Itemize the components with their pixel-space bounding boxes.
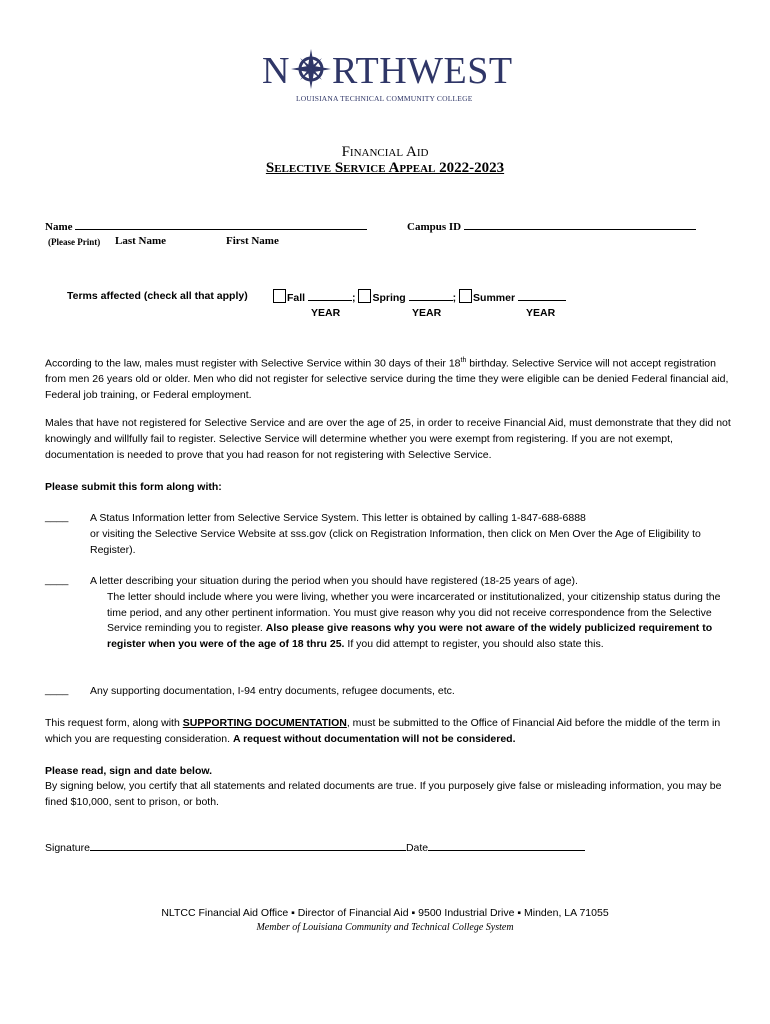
request-paragraph: This request form, along with SUPPORTING DOCUMENTATION, must be submitted to the Office of Financial Aid before the middle of the term in which you are requesting consideration. A request without documentation will not be considered.: [45, 717, 721, 745]
fall-year-line[interactable]: [308, 300, 352, 301]
summer-year-label: YEAR: [526, 307, 556, 319]
sign-heading: Please read, sign and date below.: [45, 765, 213, 777]
spring-year-label: YEAR: [412, 307, 442, 319]
compass-icon: [291, 49, 331, 89]
logo-subtitle: LOUISIANA TECHNICAL COMMUNITY COLLEGE: [296, 94, 473, 103]
males-paragraph: Males that have not registered for Selective Service and are over the age of 25, in order to receive Financial Aid, must demonstrate that they did not knowingly and willfully fail to register. Selective Service will determine whether you were exempt from registering. If you are not exempt, documentation is needed to prove that you had reason for not registering with Selective Service.: [45, 417, 731, 461]
footer-system: Member of Louisiana Community and Technical College System: [256, 922, 514, 933]
spring-year-line[interactable]: [409, 300, 453, 301]
fall-checkbox[interactable]: [273, 289, 286, 303]
signature-row: Signature Date: [45, 842, 585, 854]
summer-year-line[interactable]: [518, 300, 566, 301]
terms-checkboxes: Fall ; Spring ; Summer: [273, 289, 566, 304]
law-paragraph: According to the law, males must register with Selective Service within 30 days of their 18th birthday. Selective Service will not accept registration from men 26 years old or older. Men who did not register for selective service during the time they were eligible can be denied Federal financial aid, Federal job training, or Federal employment.: [45, 357, 729, 402]
logo-wordmark: N RTHWEST: [262, 50, 513, 92]
campus-id-line[interactable]: [464, 229, 696, 230]
last-name-label: Last Name: [115, 235, 167, 247]
terms-label: Terms affected (check all that apply): [67, 290, 248, 302]
item2-body: The letter should include where you were living, whether you were incarcerated or institutionalized, your citizenship status during the time period, and any other pertinent information. You must give reason why you did not receive correspondence from the Selective Service reminding you to register. Also please give reasons why you were not aware of the widely publicized requirement to register when you were of the age of 18 thru 25. If you did attempt to register, you should also state this.: [107, 590, 721, 651]
college-logo: [262, 44, 512, 108]
footer-address: NLTCC Financial Aid Office ▪ Director of Financial Aid ▪ 9500 Industrial Drive ▪ Minden, LA 71055: [161, 907, 609, 919]
item1-text: A Status Information letter from Selective Service System. This letter is obtained by calling 1-847-688-6888 or visiting the Selective Service Website at sss.gov (click on Registration Information, then click on Men Over the Age of Eligibility to Register).: [90, 512, 701, 556]
page-title: Selective Service Appeal 2022-2023: [265, 160, 505, 176]
submit-heading: Please submit this form along with:: [45, 481, 222, 493]
summer-checkbox[interactable]: [459, 289, 472, 303]
please-print-label: (Please Print): [48, 237, 101, 247]
campus-id-field[interactable]: Campus ID: [407, 221, 696, 233]
page-subtitle: Financial Aid: [341, 144, 429, 160]
item3-text: Any supporting documentation, I-94 entry documents, refugee documents, etc.: [90, 685, 455, 697]
name-field[interactable]: Name: [45, 221, 367, 233]
date-line[interactable]: [428, 850, 585, 851]
name-line[interactable]: [75, 229, 367, 230]
item2-text: A letter describing your situation during the period when you should have registered (18-25 years of age). The letter should include where you were living, whether you were incarcerated or institutionalized, your citizenship status during the time period, and any other pertinent information. You must give reason why you did not receive correspondence from the Selective Service reminding you to register. Also please give reasons why you were not aware of the widely publicized requirement to register when you were of the age of 18 thru 25. If you did attempt to register, you should also state this.: [90, 574, 730, 653]
spring-checkbox[interactable]: [358, 289, 371, 303]
first-name-label: First Name: [226, 235, 279, 247]
item3-checkline[interactable]: ____: [45, 684, 69, 696]
signature-line[interactable]: [90, 850, 406, 851]
fall-year-label: YEAR: [311, 307, 341, 319]
item2-checkline[interactable]: ____: [45, 574, 69, 586]
item1-checkline[interactable]: ____: [45, 511, 69, 523]
sign-text: By signing below, you certify that all statements and related documents are true. If you purposely give false or misleading information, you may be fined $10,000, sent to prison, or both.: [45, 780, 722, 808]
